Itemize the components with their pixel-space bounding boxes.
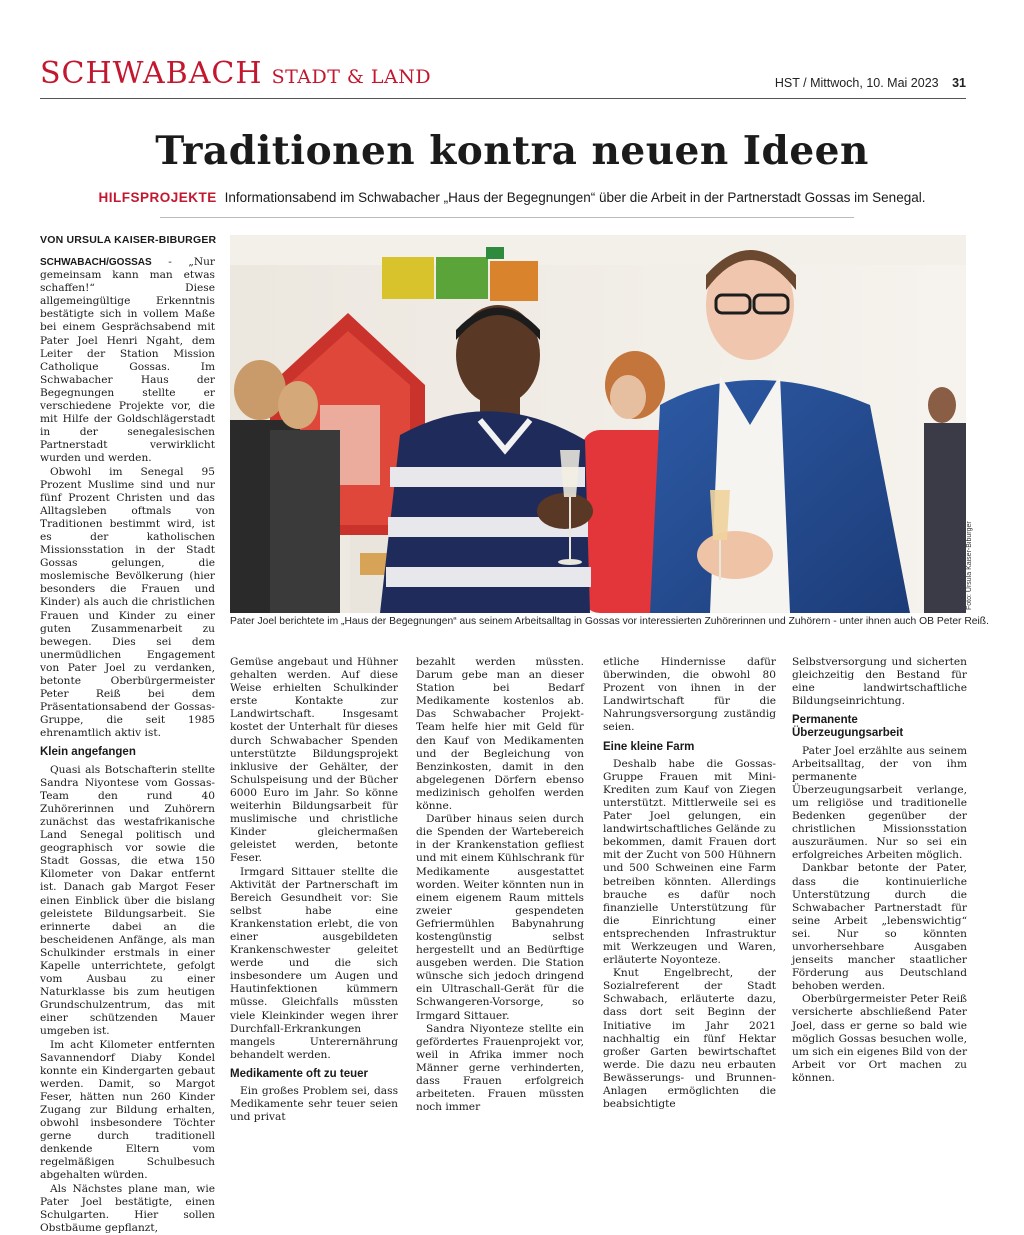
article-column-3 bbox=[416, 656, 584, 1114]
paragraph: Im acht Kilometer entfernten Savannendorf Diaby Kondel konnte ein Kindergarten gebaut werden. Damit, so Margot Feser, hätten nun 260 Kinder Zugang zur Bildung erhalten, obwohl insbesondere Töchter gerne durch traditionell denkende Eltern vom regelmäßigen Schulbesuch abgehalten würden. bbox=[40, 1038, 215, 1182]
article-headline: Traditionen kontra neuen Ideen bbox=[155, 128, 869, 174]
photo-credit: Foto: Ursula Kaiser-Biburger bbox=[966, 521, 973, 610]
paragraph: bezahlt werden müssten. Darum gebe man an dieser Station bei Bedarf Medikamente kostenlos ab. Das Schwabacher Projekt-Team helfe hier mit Geld für den Kauf von Medikamenten und der Begleichung von Benzinkosten, damit in den abgelegenen Dörfern ebenso medizinisch geholfen werden könne. bbox=[416, 656, 584, 813]
header-rule bbox=[40, 98, 966, 99]
paragraph: Dankbar betonte der Pater, dass die kontinuierliche Unterstützung durch die Schwabacher Partnerstadt für seine Arbeit „lebenswichtig“ sei. Nur so könnten unvorhersehbare Ausgaben jenseits mancher staatlicher Förderung aus Deutschland behoben werden. bbox=[792, 862, 967, 993]
subheading: Eine kleine Farm bbox=[603, 740, 695, 753]
article-column-1 bbox=[40, 256, 215, 1235]
paragraph: Ein großes Problem sei, dass Medikamente sehr teuer seien und privat bbox=[230, 1085, 398, 1124]
paragraph: etliche Hindernisse dafür überwinden, die obwohl 80 Prozent von ihnen in der Landwirtschaft für die Nahrungsversorgung zuständig seien. bbox=[603, 656, 776, 734]
paragraph: Selbstversorgung und sicherten gleichzeitig den Bestand für eine landwirtschaftliche Bildungseinrichtung. bbox=[792, 656, 967, 708]
paragraph: Obwohl im Senegal 95 Prozent Muslime sind und nur fünf Prozent Christen und das Alltagsleben oftmals von Traditionen bestimmt wird, ist es der katholischen Missionsstation in der Stadt Gossas gelungen, die moslemische Bevölkerung (hier besonders die Frauen und Kinder) als auch die christlichen Frauen und Kinder zu einer guten Zusammenarbeit zu bewegen. Dies sei dem unermüdlichen Engagement von Pater Joel zu verdanken, betonte Oberbürgermeister Peter Reiß bei dem Präsentationsabend der Gossas-Gruppe, die seit 1985 ehrenamtlich aktiv ist. bbox=[40, 465, 215, 740]
issue-meta bbox=[775, 76, 966, 90]
subheadline-text: Informationsabend im Schwabacher „Haus der Begegnungen“ über die Arbeit in der Partnerstadt Gossas im Senegal. bbox=[224, 190, 926, 205]
section-main-label: SCHWABACH bbox=[40, 56, 263, 91]
article-column-2 bbox=[230, 656, 398, 1124]
subheading: Klein angefangen bbox=[40, 746, 136, 759]
subheading: Permanente Überzeugungsarbeit bbox=[792, 714, 904, 740]
paragraph: Pater Joel erzählte aus seinem Arbeitsalltag, der von ihm permanente Überzeugungsarbeit verlange, um religiöse und traditionelle Bedenken gegenüber der christlichen Missionsstation auszuräumen. Nur so sei ein erfolgreiches Arbeiten möglich. bbox=[792, 744, 967, 862]
subheadline-rule bbox=[160, 217, 854, 218]
page-number: 31 bbox=[952, 76, 966, 90]
dateline: SCHWABACH/GOSSAS bbox=[40, 257, 152, 268]
byline: VON URSULA KAISER-BIBURGER bbox=[40, 234, 217, 246]
paragraph: Gemüse angebaut und Hühner gehalten werden. Auf diese Weise erhielten Schulkinder erste Kontakte zur Landwirtschaft. Insgesamt kostet der Unterhalt für dieses durch Schwabacher Spenden unterstützte Bildungsprojekt inklusive der Gehälter, der Schulspeisung und der Bücher 6000 Euro im Jahr. So könne weiterhin Bildungsarbeit für muslimische und christliche Kinder gleichermaßen geleistet werden, betonte Feser. bbox=[230, 656, 398, 865]
kicker-label: HILFSPROJEKTE bbox=[98, 190, 217, 205]
section-sub-label: STADT & LAND bbox=[271, 66, 432, 88]
subheading: Medikamente oft zu teuer bbox=[230, 1067, 369, 1080]
paragraph: Quasi als Botschafterin stellte Sandra Niyontese vom Gossas-Team den rund 40 Zuhörerinnen und Zuhörern zunächst das westafrikanische Land Senegal politisch und geographisch vor sowie die Stadt Gossas, die etwa 150 Kilometer von Dakar entfernt ist. Danach gab Margot Feser einen Einblick über die bislang geleistete Bildungsarbeit. Sie erinnerte dabei an die bescheidenen Anfänge, als man Schulkinder erstmals in einer Kapelle unterrichtete, gefolgt vom Ausbau zu einer Naturklasse bis zum heutigen Grundschulzentrum, das mit einer schützenden Mauer umgeben ist. bbox=[40, 763, 215, 1038]
subheadline-line bbox=[0, 190, 1024, 205]
paragraph: Als Nächstes plane man, wie Pater Joel bestätigte, einen Schulgarten. Hier sollen Obstbäume gepflanzt, bbox=[40, 1182, 215, 1234]
paragraph: SCHWABACH/GOSSAS - „Nur gemeinsam kann man etwas schaffen!“ Diese allgemeingültige Erkenntnis bestätigte sich in vollem Maße bei einem Gesprächsabend mit Pater Joel Henri Ngaht, dem Leiter der Station Mission Catholique Gossas. Im Schwabacher Haus der Begegnungen stellte er verschiedene Projekte vor, die mit Hilfe der Goldschlägerstadt in der senegalesischen Partnerstadt verwirklicht wurden und werden. bbox=[40, 256, 215, 465]
section-title bbox=[40, 56, 431, 91]
paragraph: Oberbürgermeister Peter Reiß versicherte abschließend Pater Joel, dass er gerne so bald wie möglich Gossas besuchen wolle, um sich ein eigenes Bild von der Arbeit vor Ort machen zu können. bbox=[792, 993, 968, 1084]
article-photo bbox=[230, 235, 966, 613]
photo-caption: Pater Joel berichtete im „Haus der Begegnungen“ aus seinem Arbeitsalltag in Gossas vor interessierten Zuhörerinnen und Zuhörern - unter ihnen auch OB Peter Reiß. bbox=[230, 616, 989, 627]
article-column-5 bbox=[792, 656, 967, 1085]
paragraph: Knut Engelbrecht, der Sozialreferent der Stadt Schwabach, erläuterte dazu, dass dort seit Beginn der Initiative im Jahr 2021 nachhaltig ein fünf Hektar großer Garten bewirtschaftet werde. Die dazu neu erbauten Bewässerungs- und Brunnen-Anlagen ermöglichten die beabsichtigte bbox=[603, 967, 776, 1111]
issue-date: HST / Mittwoch, 10. Mai 2023 bbox=[774, 76, 939, 90]
paragraph: Deshalb habe die Gossas-Gruppe Frauen mit Mini-Krediten zum Kauf von Ziegen unterstützt. Mittlerweile sei es Pater Joel gelungen, ein landwirtschaftliches Gelände zu bekommen, damit Frauen dort mit der Zucht von 500 Hühnern und 500 Schweinen eine Farm betreiben könnten. Allerdings brauche es dafür noch finanzielle Unterstützung für die Einrichtung einer entsprechenden Infrastruktur mit Werkzeugen und Waren, erläuterte Noyonteze. bbox=[603, 757, 776, 967]
paragraph: Sandra Niyonteze stellte ein gefördertes Frauenprojekt vor, weil in Afrika immer noch Männer gerne verhinderten, dass Frauen erfolgreich arbeiteten. Frauen müssten noch immer bbox=[416, 1022, 584, 1114]
article-column-4 bbox=[603, 656, 776, 1111]
photo-illustration bbox=[230, 235, 966, 613]
paragraph: Darüber hinaus seien durch die Spenden der Wartebereich in der Krankenstation gefliest und mit einem Kühlschrank für Medikamente ausgestattet worden. Weiter könnten nun in einem eigenem Raum mittels zweier gespendeten Gefriermühlen Babynahrung kostengünstig selbst hergestellt und an Bedürftige ausgeben werden. Die Station wünsche sich jedoch dringend ein Ultraschall-Gerät für die Schwangeren-Vorsorge, so Irmgard Sittauer. bbox=[416, 813, 584, 1022]
paragraph: Irmgard Sittauer stellte die Aktivität der Partnerschaft im Bereich Gesundheit vor: Sie selbst habe eine Krankenstation erlebt, die von einer ausgebildeten Krankenschwester geleitet werde und die sich insbesondere um Augen und Hautinfektionen kümmern müsse. Gleichfalls müssten viele Kleinkinder wegen ihrer Durchfall-Erkrankungen mangels Unterernährung behandelt werden. bbox=[230, 865, 398, 1061]
